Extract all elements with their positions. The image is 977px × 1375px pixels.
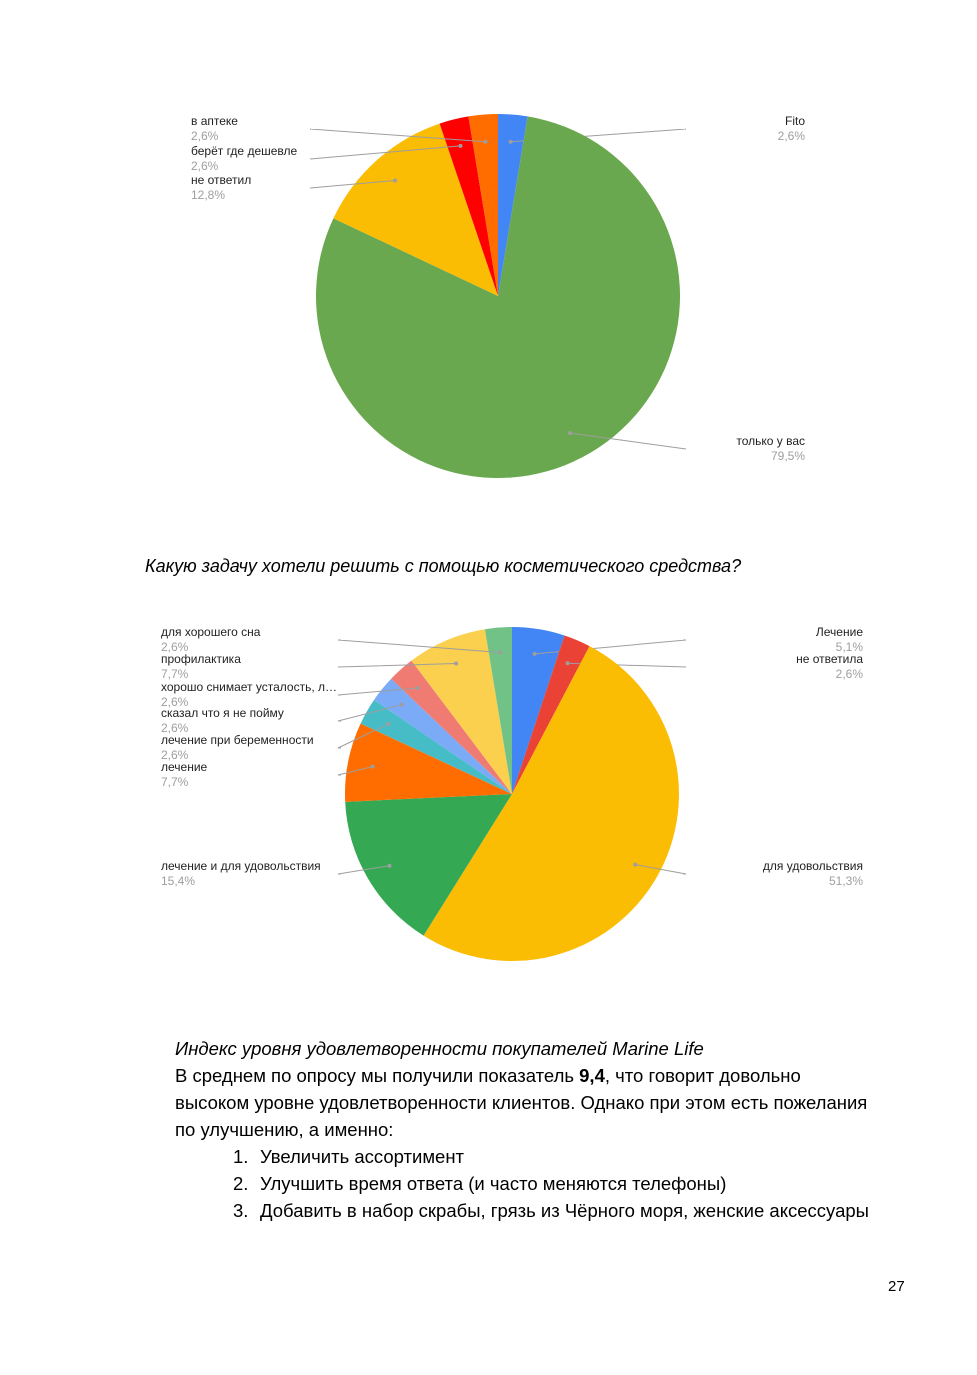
slice-label: сказал что я не пойму [161, 706, 284, 720]
leader-dot [509, 140, 513, 144]
leader-dot [483, 140, 487, 144]
leader-dot [416, 686, 420, 690]
slice-label: не ответила [796, 652, 863, 666]
leader-dot [498, 651, 502, 655]
slice-value-label: 15,4% [161, 874, 196, 888]
leader-dot [400, 703, 404, 707]
leader-dot [633, 863, 637, 867]
slice-value-label: 7,7% [161, 775, 189, 789]
slice-label: лечение [161, 760, 208, 774]
slice-label: лечение при беременности [161, 733, 314, 747]
slice-label: Fito [784, 114, 805, 128]
slice-value-label: 2,6% [777, 129, 805, 143]
slice-label: берёт где дешевле [191, 144, 298, 158]
para-text-before: В среднем по опросу мы получили показатель [175, 1065, 580, 1086]
list-item [175, 1170, 875, 1197]
pie-chart-where-buy [0, 100, 977, 500]
list-item [175, 1197, 875, 1224]
slice-value-label: 5,1% [835, 640, 863, 654]
slice-label: не ответил [191, 173, 252, 187]
satisfaction-paragraph [175, 1062, 875, 1143]
list-item-text: Добавить в набор скрабы, грязь из Чёрного моря, женские аксессуары [260, 1200, 869, 1221]
leader-dot [566, 661, 570, 665]
improvement-list [175, 1143, 875, 1224]
slice-label: в аптеке [191, 114, 238, 128]
slice-value-label: 2,6% [161, 748, 189, 762]
para-text-after: , что говорит довольно высоком уровне удовлетворенности клиентов. Однако при этом есть пожелания по улучшению, а именно: [175, 1065, 868, 1140]
leader-dot [371, 765, 375, 769]
list-item-text: Увеличить ассортимент [260, 1146, 465, 1167]
slice-value-label: 7,7% [161, 667, 189, 681]
leader-dot [388, 864, 392, 868]
slice-value-label: 2,6% [191, 159, 219, 173]
satisfaction-score: 9,4 [579, 1065, 605, 1086]
list-item [175, 1143, 875, 1170]
satisfaction-subtitle: Индекс уровня удовлетворенности покупателей Marine Life [175, 1038, 704, 1059]
page-number: 27 [888, 1278, 905, 1295]
slice-label: для хорошего сна [161, 625, 261, 639]
leader-dot [387, 722, 391, 726]
leader-dot [454, 662, 458, 666]
slice-label: профилактика [161, 652, 241, 666]
list-item-text: Улучшить время ответа (и часто меняются телефоны) [260, 1173, 727, 1194]
slice-label: для удовольствия [762, 859, 863, 873]
leader-dot [393, 179, 397, 183]
leader-dot [459, 144, 463, 148]
slice-value-label: 2,6% [161, 695, 189, 709]
satisfaction-section [175, 1035, 875, 1224]
pie-chart-task-goal [0, 610, 977, 980]
slice-value-label: 51,3% [828, 874, 863, 888]
leader-dot [568, 431, 572, 435]
slice-value-label: 2,6% [191, 129, 219, 143]
leader-dot [533, 652, 537, 656]
slice-value-label: 12,8% [191, 188, 226, 202]
chart2-question-title: Какую задачу хотели решить с помощью косметического средства? [145, 556, 742, 576]
slice-value-label: 2,6% [161, 721, 189, 735]
slice-value-label: 2,6% [835, 667, 863, 681]
list-item-number: 2. [233, 1173, 249, 1194]
slice-label: Лечение [815, 625, 863, 639]
slice-value-label: 2,6% [161, 640, 189, 654]
list-item-number: 3. [233, 1200, 249, 1221]
slice-label: лечение и для удовольствия [161, 859, 321, 873]
slice-label: только у вас [736, 434, 805, 448]
slice-value-label: 79,5% [770, 449, 805, 463]
list-item-number: 1. [233, 1146, 249, 1167]
slice-label: хорошо снимает усталость, л… [161, 680, 338, 694]
